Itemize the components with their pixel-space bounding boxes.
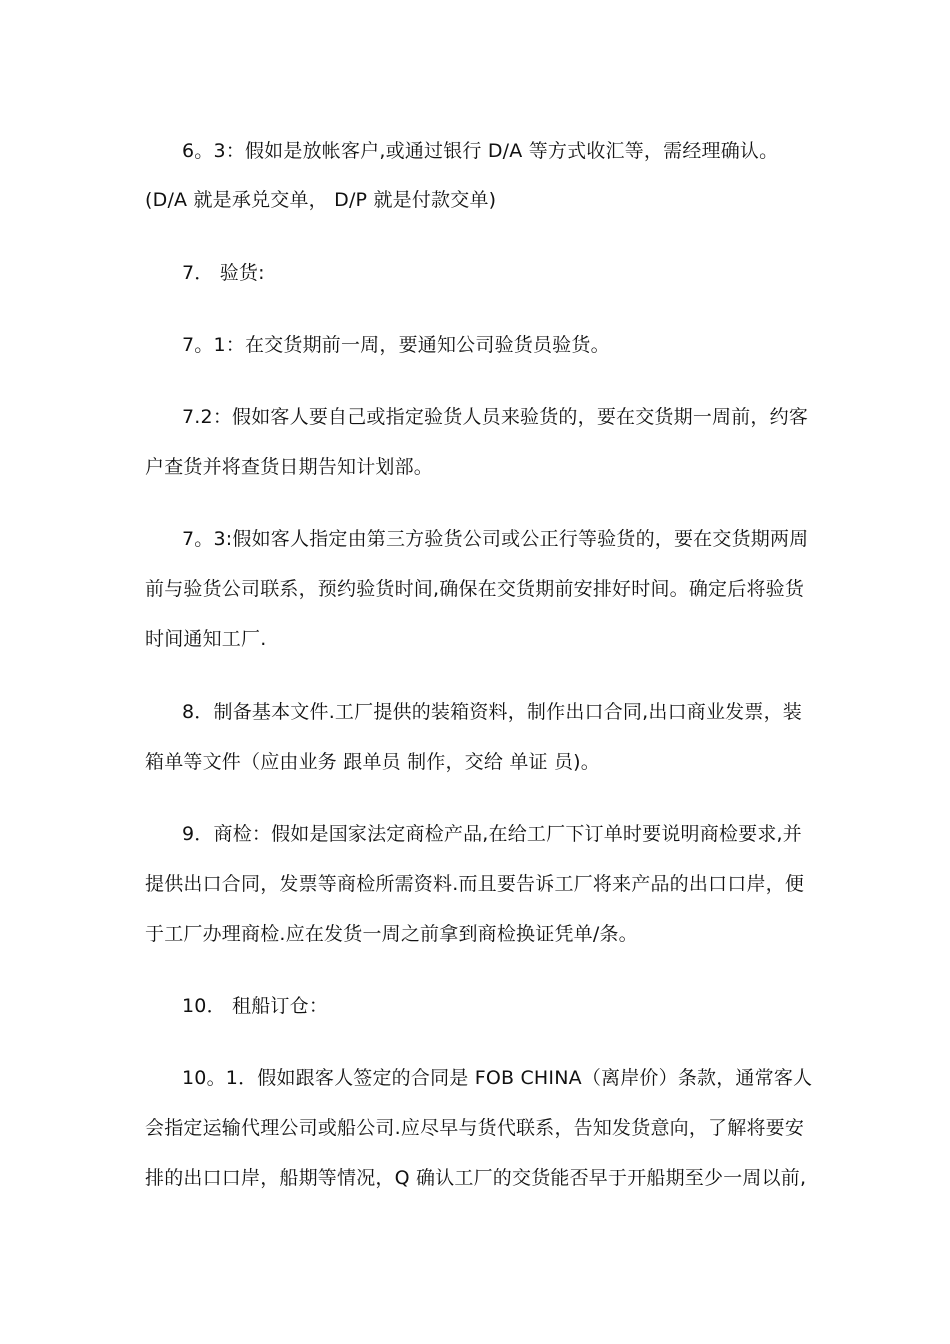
paragraph-10-1-line-3: 排的出口口岸，船期等情况，Q 确认工厂的交货能否早于开船期至少一周以前,: [145, 1167, 807, 1189]
paragraph-8-line-2: 箱单等文件（应由业务 跟单员 制作，交给 单证 员)。: [145, 751, 600, 773]
paragraph-9-line-2: 提供出口合同，发票等商检所需资料.而且要告诉工厂将来产品的出口口岸，便: [145, 873, 805, 895]
paragraph-8-line-1: 8．制备基本文件.工厂提供的装箱资料，制作出口合同,出口商业发票，装: [182, 701, 802, 723]
paragraph-10-1-line-2: 会指定运输代理公司或船公司.应尽早与货代联系，告知发货意向，了解将要安: [145, 1117, 805, 1139]
paragraph-9-line-3: 于工厂办理商检.应在发货一周之前拿到商检换证凭单/条。: [145, 923, 638, 945]
paragraph-7-3-line-1: 7。3:假如客人指定由第三方验货公司或公正行等验货的，要在交货期两周: [182, 528, 809, 550]
paragraph-7-2-line-2: 户查货并将查货日期告知计划部。: [145, 456, 434, 478]
heading-10-shipping: 10． 租船订仓：: [182, 995, 329, 1017]
paragraph-7-3-line-3: 时间通知工厂.: [145, 628, 267, 650]
paragraph-10-1-line-1: 10。1．假如跟客人签定的合同是 FOB CHINA（离岸价）条款，通常客人: [182, 1067, 813, 1089]
paragraph-6-3-line-1: 6。3：假如是放帐客户,或通过银行 D/A 等方式收汇等，需经理确认。: [182, 140, 779, 162]
paragraph-9-line-1: 9．商检：假如是国家法定商检产品,在给工厂下订单时要说明商检要求,并: [182, 823, 802, 845]
heading-7-inspection: 7． 验货:: [182, 262, 265, 284]
paragraph-7-2-line-1: 7.2：假如客人要自己或指定验货人员来验货的，要在交货期一周前，约客: [182, 406, 809, 428]
paragraph-6-3-line-2: (D/A 就是承兑交单， D/P 就是付款交单): [145, 189, 497, 211]
paragraph-7-1: 7。1：在交货期前一周，要通知公司验货员验货。: [182, 334, 610, 356]
paragraph-7-3-line-2: 前与验货公司联系，预约验货时间,确保在交货期前安排好时间。确定后将验货: [145, 578, 805, 600]
